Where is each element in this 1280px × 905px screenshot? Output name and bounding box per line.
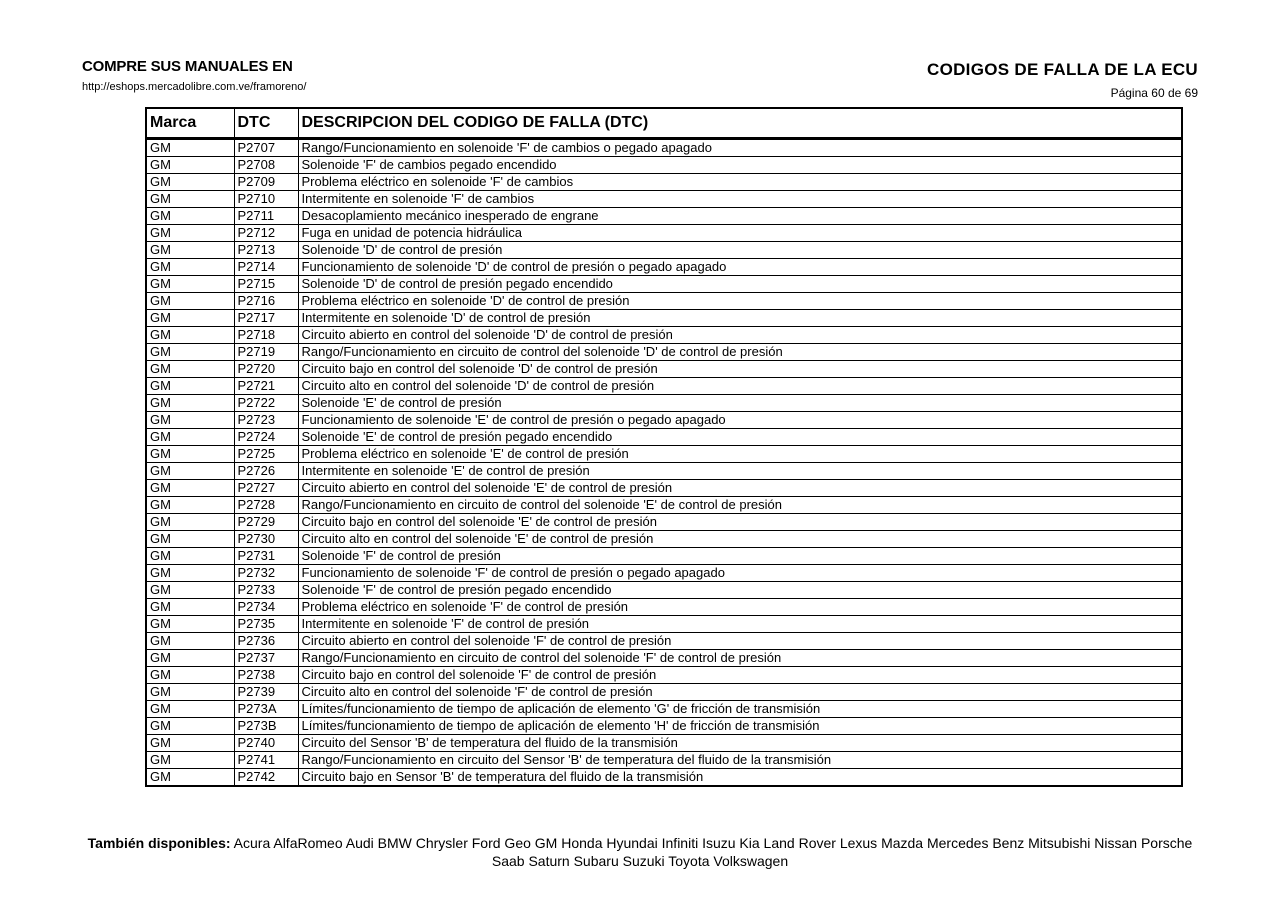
cell-descripcion: Intermitente en solenoide 'F' de cambios xyxy=(298,191,1182,208)
table-header-row xyxy=(146,108,1182,139)
cell-descripcion: Rango/Funcionamiento en circuito del Sensor 'B' de temperatura del fluido de la transmisión xyxy=(298,752,1182,769)
cell-marca: GM xyxy=(146,208,234,225)
cell-dtc: P2719 xyxy=(234,344,298,361)
cell-marca: GM xyxy=(146,531,234,548)
cell-dtc: P2738 xyxy=(234,667,298,684)
cell-marca: GM xyxy=(146,395,234,412)
header-left xyxy=(82,58,306,93)
document-title: CODIGOS DE FALLA DE LA ECU xyxy=(927,60,1198,79)
cell-dtc: P2735 xyxy=(234,616,298,633)
table-row xyxy=(146,633,1182,650)
table-row xyxy=(146,446,1182,463)
cell-marca: GM xyxy=(146,718,234,735)
cell-dtc: P2733 xyxy=(234,582,298,599)
cell-descripcion: Circuito abierto en control del solenoide 'F' de control de presión xyxy=(298,633,1182,650)
cell-descripcion: Solenoide 'F' de control de presión xyxy=(298,548,1182,565)
cell-dtc: P2736 xyxy=(234,633,298,650)
table-row xyxy=(146,463,1182,480)
table-row xyxy=(146,139,1182,157)
cell-marca: GM xyxy=(146,412,234,429)
footer xyxy=(82,834,1198,870)
cell-dtc: P2725 xyxy=(234,446,298,463)
footer-label: También disponibles: xyxy=(87,835,231,851)
header-marca: Marca xyxy=(146,108,234,139)
table-row xyxy=(146,565,1182,582)
cell-dtc: P2720 xyxy=(234,361,298,378)
cell-descripcion: Rango/Funcionamiento en circuito de control del solenoide 'F' de control de presión xyxy=(298,650,1182,667)
table-row xyxy=(146,412,1182,429)
cell-marca: GM xyxy=(146,293,234,310)
table-row xyxy=(146,599,1182,616)
cell-marca: GM xyxy=(146,582,234,599)
cell-descripcion: Solenoide 'F' de control de presión pegado encendido xyxy=(298,582,1182,599)
cell-descripcion: Intermitente en solenoide 'D' de control de presión xyxy=(298,310,1182,327)
cell-dtc: P2740 xyxy=(234,735,298,752)
cell-descripcion: Circuito abierto en control del solenoide 'E' de control de presión xyxy=(298,480,1182,497)
cell-descripcion: Circuito alto en control del solenoide 'D' de control de presión xyxy=(298,378,1182,395)
cell-descripcion: Funcionamiento de solenoide 'D' de control de presión o pegado apagado xyxy=(298,259,1182,276)
cell-dtc: P2741 xyxy=(234,752,298,769)
store-url[interactable]: http://eshops.mercadolibre.com.ve/framoreno/ xyxy=(82,81,307,93)
cell-marca: GM xyxy=(146,446,234,463)
table-row xyxy=(146,191,1182,208)
cell-dtc: P2718 xyxy=(234,327,298,344)
cell-marca: GM xyxy=(146,667,234,684)
cell-descripcion: Rango/Funcionamiento en circuito de control del solenoide 'E' de control de presión xyxy=(298,497,1182,514)
table-row xyxy=(146,225,1182,242)
table-row xyxy=(146,310,1182,327)
cell-marca: GM xyxy=(146,259,234,276)
page-number: Página 60 de 69 xyxy=(1110,86,1198,100)
cell-marca: GM xyxy=(146,616,234,633)
cell-descripcion: Problema eléctrico en solenoide 'F' de control de presión xyxy=(298,599,1182,616)
cell-dtc: P2712 xyxy=(234,225,298,242)
cell-marca: GM xyxy=(146,633,234,650)
dtc-table xyxy=(145,107,1183,787)
table-row xyxy=(146,344,1182,361)
cell-descripcion: Circuito bajo en control del solenoide 'D' de control de presión xyxy=(298,361,1182,378)
table-row xyxy=(146,752,1182,769)
cell-dtc: P2732 xyxy=(234,565,298,582)
cell-descripcion: Solenoide 'D' de control de presión pegado encendido xyxy=(298,276,1182,293)
cell-marca: GM xyxy=(146,191,234,208)
cell-dtc: P2714 xyxy=(234,259,298,276)
cell-descripcion: Funcionamiento de solenoide 'E' de control de presión o pegado apagado xyxy=(298,412,1182,429)
cell-descripcion: Límites/funcionamiento de tiempo de aplicación de elemento 'H' de fricción de transmisión xyxy=(298,718,1182,735)
cell-dtc: P2731 xyxy=(234,548,298,565)
cell-descripcion: Problema eléctrico en solenoide 'D' de control de presión xyxy=(298,293,1182,310)
cell-marca: GM xyxy=(146,327,234,344)
cell-descripcion: Circuito bajo en control del solenoide 'E' de control de presión xyxy=(298,514,1182,531)
cell-marca: GM xyxy=(146,157,234,174)
cell-descripcion: Circuito alto en control del solenoide 'F' de control de presión xyxy=(298,684,1182,701)
table-row xyxy=(146,769,1182,787)
cell-marca: GM xyxy=(146,735,234,752)
cell-dtc: P2721 xyxy=(234,378,298,395)
cell-dtc: P2742 xyxy=(234,769,298,787)
cell-dtc: P2709 xyxy=(234,174,298,191)
cell-descripcion: Solenoide 'F' de cambios pegado encendido xyxy=(298,157,1182,174)
table-row xyxy=(146,174,1182,191)
cell-dtc: P2715 xyxy=(234,276,298,293)
table-row xyxy=(146,735,1182,752)
cell-marca: GM xyxy=(146,242,234,259)
cell-marca: GM xyxy=(146,310,234,327)
table-row xyxy=(146,650,1182,667)
table-row xyxy=(146,514,1182,531)
promo-title: COMPRE SUS MANUALES EN xyxy=(82,58,293,75)
table-row xyxy=(146,548,1182,565)
table-row xyxy=(146,582,1182,599)
table-row xyxy=(146,667,1182,684)
cell-descripcion: Solenoide 'E' de control de presión pegado encendido xyxy=(298,429,1182,446)
cell-marca: GM xyxy=(146,565,234,582)
table-row xyxy=(146,293,1182,310)
cell-descripcion: Solenoide 'E' de control de presión xyxy=(298,395,1182,412)
cell-descripcion: Circuito alto en control del solenoide 'E' de control de presión xyxy=(298,531,1182,548)
cell-dtc: P2716 xyxy=(234,293,298,310)
header-descripcion: DESCRIPCION DEL CODIGO DE FALLA (DTC) xyxy=(298,108,1182,139)
table-row xyxy=(146,701,1182,718)
header-dtc: DTC xyxy=(234,108,298,139)
table-row xyxy=(146,157,1182,174)
table-row xyxy=(146,208,1182,225)
cell-descripcion: Circuito del Sensor 'B' de temperatura del fluido de la transmisión xyxy=(298,735,1182,752)
cell-dtc: P2710 xyxy=(234,191,298,208)
cell-dtc: P2708 xyxy=(234,157,298,174)
cell-descripcion: Rango/Funcionamiento en circuito de control del solenoide 'D' de control de presión xyxy=(298,344,1182,361)
cell-marca: GM xyxy=(146,769,234,787)
cell-descripcion: Funcionamiento de solenoide 'F' de control de presión o pegado apagado xyxy=(298,565,1182,582)
table-row xyxy=(146,480,1182,497)
table-row xyxy=(146,242,1182,259)
cell-dtc: P2739 xyxy=(234,684,298,701)
cell-descripcion: Circuito bajo en Sensor 'B' de temperatura del fluido de la transmisión xyxy=(298,769,1182,787)
cell-marca: GM xyxy=(146,599,234,616)
cell-dtc: P2724 xyxy=(234,429,298,446)
table-row xyxy=(146,378,1182,395)
table-body xyxy=(146,139,1182,787)
cell-marca: GM xyxy=(146,276,234,293)
cell-marca: GM xyxy=(146,225,234,242)
footer-brands: Acura AlfaRomeo Audi BMW Chrysler Ford Geo GM Honda Hyundai Infiniti Isuzu Kia Land Rover Lexus Mazda Mercedes Benz Mitsubishi Nissan Porsche Saab Saturn Subaru Suzuki Toyota Volkswagen xyxy=(233,835,1193,869)
cell-dtc: P2723 xyxy=(234,412,298,429)
cell-dtc: P2737 xyxy=(234,650,298,667)
cell-descripcion: Problema eléctrico en solenoide 'E' de control de presión xyxy=(298,446,1182,463)
table-row xyxy=(146,361,1182,378)
cell-dtc: P2728 xyxy=(234,497,298,514)
cell-marca: GM xyxy=(146,752,234,769)
cell-descripcion: Solenoide 'D' de control de presión xyxy=(298,242,1182,259)
table-row xyxy=(146,259,1182,276)
cell-dtc: P2707 xyxy=(234,139,298,157)
cell-descripcion: Intermitente en solenoide 'E' de control de presión xyxy=(298,463,1182,480)
cell-marca: GM xyxy=(146,514,234,531)
cell-marca: GM xyxy=(146,463,234,480)
cell-descripcion: Circuito bajo en control del solenoide 'F' de control de presión xyxy=(298,667,1182,684)
header-right xyxy=(927,60,1198,100)
cell-marca: GM xyxy=(146,480,234,497)
cell-dtc: P2711 xyxy=(234,208,298,225)
cell-dtc: P2727 xyxy=(234,480,298,497)
cell-descripcion: Rango/Funcionamiento en solenoide 'F' de cambios o pegado apagado xyxy=(298,139,1182,157)
cell-dtc: P2730 xyxy=(234,531,298,548)
cell-dtc: P2726 xyxy=(234,463,298,480)
table-row xyxy=(146,429,1182,446)
table-row xyxy=(146,276,1182,293)
table-row xyxy=(146,327,1182,344)
cell-marca: GM xyxy=(146,429,234,446)
cell-marca: GM xyxy=(146,174,234,191)
cell-marca: GM xyxy=(146,378,234,395)
cell-dtc: P273B xyxy=(234,718,298,735)
cell-marca: GM xyxy=(146,139,234,157)
cell-descripcion: Circuito abierto en control del solenoide 'D' de control de presión xyxy=(298,327,1182,344)
cell-marca: GM xyxy=(146,701,234,718)
table-row xyxy=(146,395,1182,412)
table-row xyxy=(146,684,1182,701)
table-row xyxy=(146,616,1182,633)
cell-dtc: P2717 xyxy=(234,310,298,327)
table-row xyxy=(146,497,1182,514)
cell-descripcion: Límites/funcionamiento de tiempo de aplicación de elemento 'G' de fricción de transmisión xyxy=(298,701,1182,718)
cell-descripcion: Desacoplamiento mecánico inesperado de engrane xyxy=(298,208,1182,225)
cell-marca: GM xyxy=(146,650,234,667)
cell-dtc: P2734 xyxy=(234,599,298,616)
cell-marca: GM xyxy=(146,361,234,378)
cell-dtc: P2713 xyxy=(234,242,298,259)
cell-dtc: P273A xyxy=(234,701,298,718)
cell-marca: GM xyxy=(146,497,234,514)
cell-descripcion: Problema eléctrico en solenoide 'F' de cambios xyxy=(298,174,1182,191)
table-row xyxy=(146,531,1182,548)
cell-dtc: P2729 xyxy=(234,514,298,531)
table-row xyxy=(146,718,1182,735)
cell-dtc: P2722 xyxy=(234,395,298,412)
cell-marca: GM xyxy=(146,344,234,361)
cell-descripcion: Fuga en unidad de potencia hidráulica xyxy=(298,225,1182,242)
cell-descripcion: Intermitente en solenoide 'F' de control de presión xyxy=(298,616,1182,633)
cell-marca: GM xyxy=(146,684,234,701)
cell-marca: GM xyxy=(146,548,234,565)
